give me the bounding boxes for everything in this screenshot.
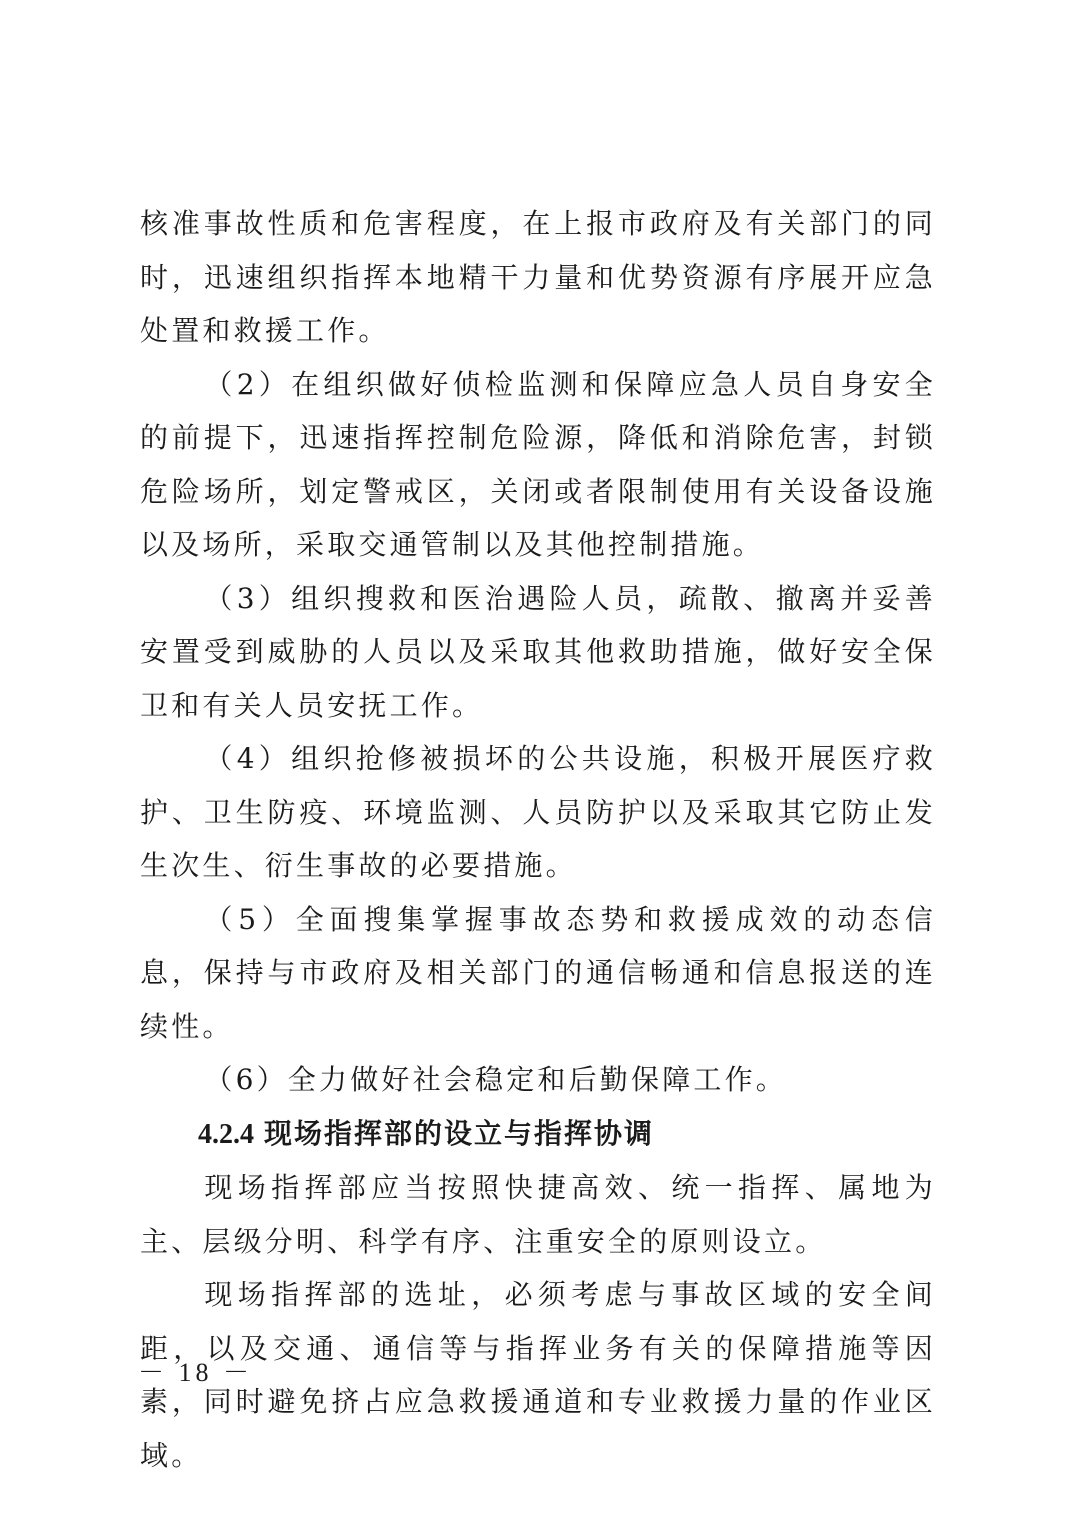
paragraph-item-6: （6）全力做好社会稳定和后勤保障工作。 [204,1063,788,1096]
paragraph-item-5: （5）全面搜集掌握事故态势和救援成效的动态信息，保持与市政府及相关部门的通信畅通和信息报送的连续性。 [140,902,936,1043]
page-number: － 18 － [138,1358,254,1387]
paragraph-item-4: （4）组织抢修被损坏的公共设施，积极开展医疗救护、卫生防疫、环境监测、人员防护以及采取其它防止发生次生、衍生事故的必要措施。 [140,742,936,882]
paragraph-item-2: （2）在组织做好侦检监测和保障应急人员自身安全的前提下，迅速指挥控制危险源，降低和消除危害，封锁危险场所，划定警戒区，关闭或者限制使用有关设备设施以及场所，采取交通管制以及其他控制措施。 [140,367,936,561]
section-paragraph-principles: 现场指挥部应当按照快捷高效、统一指挥、属地为主、层级分明、科学有序、注重安全的原则设立。 [140,1171,936,1258]
paragraph-continuation: 核准事故性质和危害程度，在上报市政府及有关部门的同时，迅速组织指挥本地精干力量和优势资源有序展开应急处置和救援工作。 [140,207,936,347]
section-heading [140,1107,936,1162]
paragraph-item-3: （3）组织搜救和医治遇险人员，疏散、撤离并妥善安置受到威胁的人员以及采取其他救助措施，做好安全保卫和有关人员安抚工作。 [140,581,936,722]
section-paragraph-site-selection: 现场指挥部的选址，必须考虑与事故区域的安全间距，以及交通、通信等与指挥业务有关的保障措施等因素，同时避免挤占应急救援通道和专业救援力量的作业区域。 [140,1278,936,1472]
document-body [140,197,936,1482]
section-number: 4.2.4 [198,1118,254,1150]
section-title: 现场指挥部的设立与指挥协调 [264,1116,655,1150]
